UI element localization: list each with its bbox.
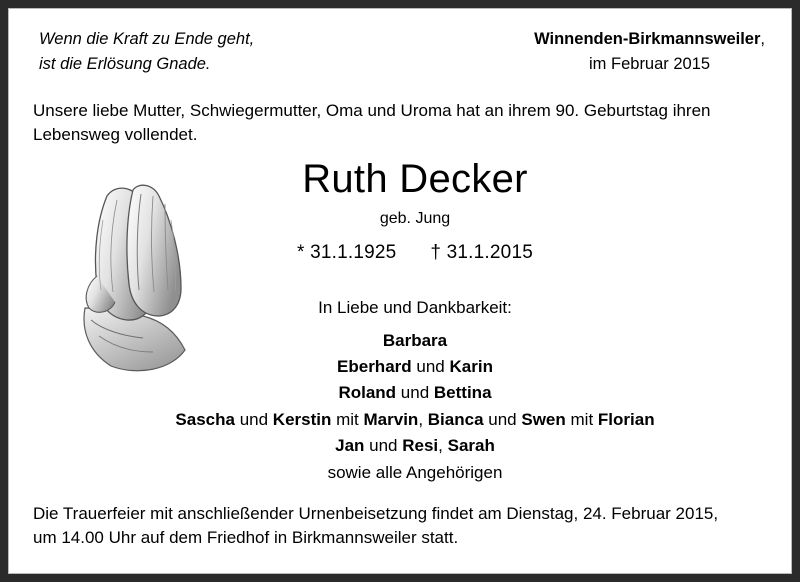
relatives-line: sowie alle Angehörigen bbox=[327, 462, 503, 482]
preposition-1: mit bbox=[336, 409, 359, 429]
family-name-karin: Karin bbox=[449, 357, 493, 377]
family-name-resi: Resi bbox=[402, 436, 439, 456]
praying-hands-icon bbox=[67, 180, 197, 375]
family-name-swen: Swen bbox=[521, 409, 566, 429]
family-name-kerstin: Kerstin bbox=[272, 409, 332, 429]
maiden-name: geb. Jung bbox=[379, 209, 451, 227]
preposition-2: mit bbox=[570, 409, 594, 429]
place-comma: , bbox=[760, 30, 765, 48]
place-line bbox=[534, 27, 765, 52]
deceased-name: Ruth Decker bbox=[302, 156, 528, 201]
family-name-roland: Roland bbox=[338, 383, 397, 403]
funeral-line-2: um 14.00 Uhr auf dem Friedhof in Birkmannsweiler statt. bbox=[33, 528, 459, 548]
conjunction-2: und bbox=[400, 383, 430, 403]
conjunction-4: und bbox=[488, 409, 517, 429]
notice-body bbox=[31, 158, 769, 486]
place-name: Winnenden-Birkmannsweiler bbox=[534, 30, 761, 48]
family-name-barbara: Barbara bbox=[382, 330, 448, 350]
comma-1: , bbox=[418, 409, 424, 429]
conjunction-1: und bbox=[416, 357, 445, 377]
notice-date: im Februar 2015 bbox=[589, 54, 711, 73]
funeral-line-1: Die Trauerfeier mit anschließender Urnenbeisetzung findet am Dienstag, 24. Februar 2015, bbox=[33, 503, 719, 523]
family-name-marvin: Marvin bbox=[363, 409, 419, 429]
dedication-line: In Liebe und Dankbarkeit: bbox=[318, 297, 512, 317]
family-line-4 bbox=[61, 407, 769, 433]
conjunction-3: und bbox=[239, 409, 269, 429]
funeral-details bbox=[31, 502, 769, 551]
place-date-block bbox=[534, 27, 769, 77]
family-name-bettina: Bettina bbox=[433, 383, 492, 403]
intro-paragraph: Unsere liebe Mutter, Schwiegermutter, Oma und Uroma hat an ihrem 90. Geburtstag ihren Lebensweg vollendet. bbox=[33, 100, 711, 145]
family-name-sarah: Sarah bbox=[447, 436, 495, 456]
family-line-6 bbox=[61, 460, 769, 486]
notice-inner-frame bbox=[8, 8, 792, 574]
motto-line-1: Wenn die Kraft zu Ende geht, bbox=[39, 30, 255, 48]
death-date: † 31.1.2015 bbox=[430, 241, 533, 263]
comma-2: , bbox=[438, 436, 443, 456]
family-name-bianca: Bianca bbox=[427, 409, 484, 429]
motto-line-2: ist die Erlösung Gnade. bbox=[39, 54, 211, 73]
birth-date: * 31.1.1925 bbox=[297, 241, 397, 263]
family-name-eberhard: Eberhard bbox=[337, 357, 412, 377]
family-name-sascha: Sascha bbox=[175, 409, 235, 429]
family-line-3 bbox=[61, 380, 769, 406]
motto-block bbox=[31, 27, 254, 77]
notice-header bbox=[31, 27, 769, 77]
conjunction-5: und bbox=[369, 436, 398, 456]
family-name-jan: Jan bbox=[335, 436, 365, 456]
family-line-5 bbox=[61, 433, 769, 459]
family-name-florian: Florian bbox=[597, 409, 655, 429]
